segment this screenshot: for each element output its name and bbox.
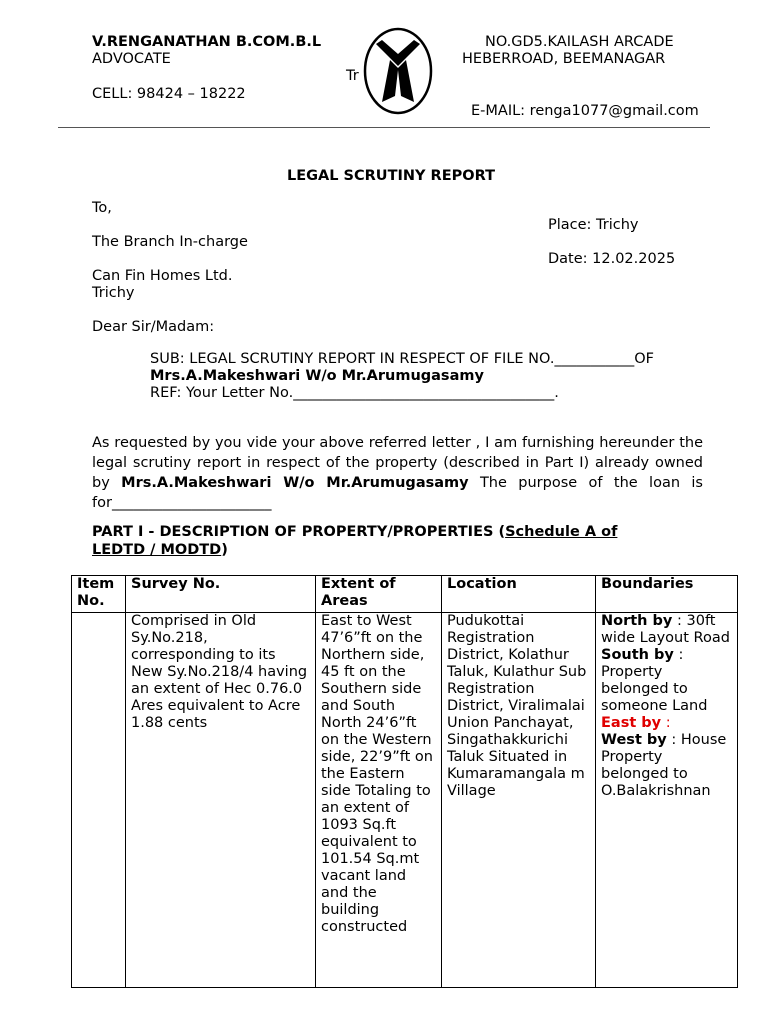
part-heading-link-1: Schedule A of	[505, 524, 618, 540]
recipient-company: Can Fin Homes Ltd.	[92, 268, 233, 284]
cell-extent: East to West 47’6”ft on the Northern side, 45 ft on the Southern side and South North 24’6”ft on the Western side, 22’9”ft on the Eastern side Totaling to an extent of 1093 Sq.ft equivalent to 101.54 Sq.mt vacant land and the building constructed	[316, 613, 442, 988]
to-line: To,	[92, 200, 112, 216]
boundary-south	[601, 647, 732, 715]
email-address: E-MAIL: renga1077@gmail.com	[471, 103, 699, 119]
part-heading-text: PART I - DESCRIPTION OF PROPERTY/PROPERTIES (	[92, 524, 506, 540]
letterhead-divider	[58, 127, 710, 128]
west-label: West by	[601, 732, 667, 748]
advocate-role: ADVOCATE	[92, 51, 171, 67]
west-value: : House Property belonged to O.Balakrishnan	[601, 732, 727, 799]
east-label: East by	[601, 715, 662, 731]
table-row	[72, 613, 738, 988]
header-extent: Extent of Areas	[316, 576, 442, 613]
intro-paragraph	[92, 433, 703, 513]
intro-text-1: As requested by you vide your above referred letter , I am furnishing hereunder the legal scrutiny report in respect of the property (described in Part I) already owned by	[92, 435, 703, 491]
boundary-west	[601, 732, 732, 800]
part-heading-end: )	[221, 542, 228, 558]
cell-survey: Comprised in Old Sy.No.218, corresponding to its New Sy.No.218/4 having an extent of Hec 0.76.0 Ares equivalent to Acre 1.88 cents	[126, 613, 316, 988]
partial-text: Tr	[346, 68, 359, 84]
recipient-title: The Branch In-charge	[92, 234, 248, 250]
property-schedule-table	[71, 575, 738, 988]
subject-line: SUB: LEGAL SCRUTINY REPORT IN RESPECT OF FILE NO.___________OF	[150, 351, 654, 367]
east-value: :	[661, 715, 671, 731]
recipient-city: Trichy	[92, 285, 135, 301]
advocate-name: V.RENGANATHAN B.COM.B.L	[92, 34, 322, 50]
part-heading-cont	[92, 542, 228, 559]
header-survey-no: Survey No.	[126, 576, 316, 613]
address-line-1: NO.GD5.KAILASH ARCADE	[485, 34, 674, 50]
cell-number: CELL: 98424 – 18222	[92, 86, 246, 102]
boundary-north	[601, 613, 732, 647]
part-heading-link-2: LEDTD / MODTD	[92, 542, 222, 558]
reference-line: REF: Your Letter No.____________________________________.	[150, 385, 559, 401]
subject-owner: Mrs.A.Makeshwari W/o Mr.Arumugasamy	[150, 368, 484, 384]
cell-boundaries	[596, 613, 738, 988]
cell-item-no	[72, 613, 126, 988]
header-item-no: Item No.	[72, 576, 126, 613]
north-label: North by	[601, 613, 673, 629]
north-value: : 30ft wide Layout Road	[601, 613, 730, 646]
salutation: Dear Sir/Madam:	[92, 319, 215, 335]
header-boundaries: Boundaries	[596, 576, 738, 613]
part-heading	[92, 524, 617, 541]
intro-owner: Mrs.A.Makeshwari W/o Mr.Arumugasamy	[121, 475, 469, 491]
intro-text-2: The purpose of the loan is for______________________	[92, 475, 703, 511]
report-title: LEGAL SCRUTINY REPORT	[287, 168, 495, 184]
table-header-row	[72, 576, 738, 613]
date-line: Date: 12.02.2025	[548, 251, 676, 267]
place-line: Place: Trichy	[548, 217, 639, 233]
south-label: South by	[601, 647, 674, 663]
cell-location: Pudukottai Registration District, Kolathur Taluk, Kulathur Sub Registration District, Viralimalai Union Panchayat, Singathakkurichi Taluk Situated in Kumaramangala m Village	[442, 613, 596, 988]
header-location: Location	[442, 576, 596, 613]
address-line-2: HEBERROAD, BEEMANAGAR	[462, 51, 666, 67]
boundary-east	[601, 715, 732, 732]
south-value: : Property belonged to someone Land	[601, 647, 708, 714]
advocate-emblem-icon	[362, 26, 434, 116]
